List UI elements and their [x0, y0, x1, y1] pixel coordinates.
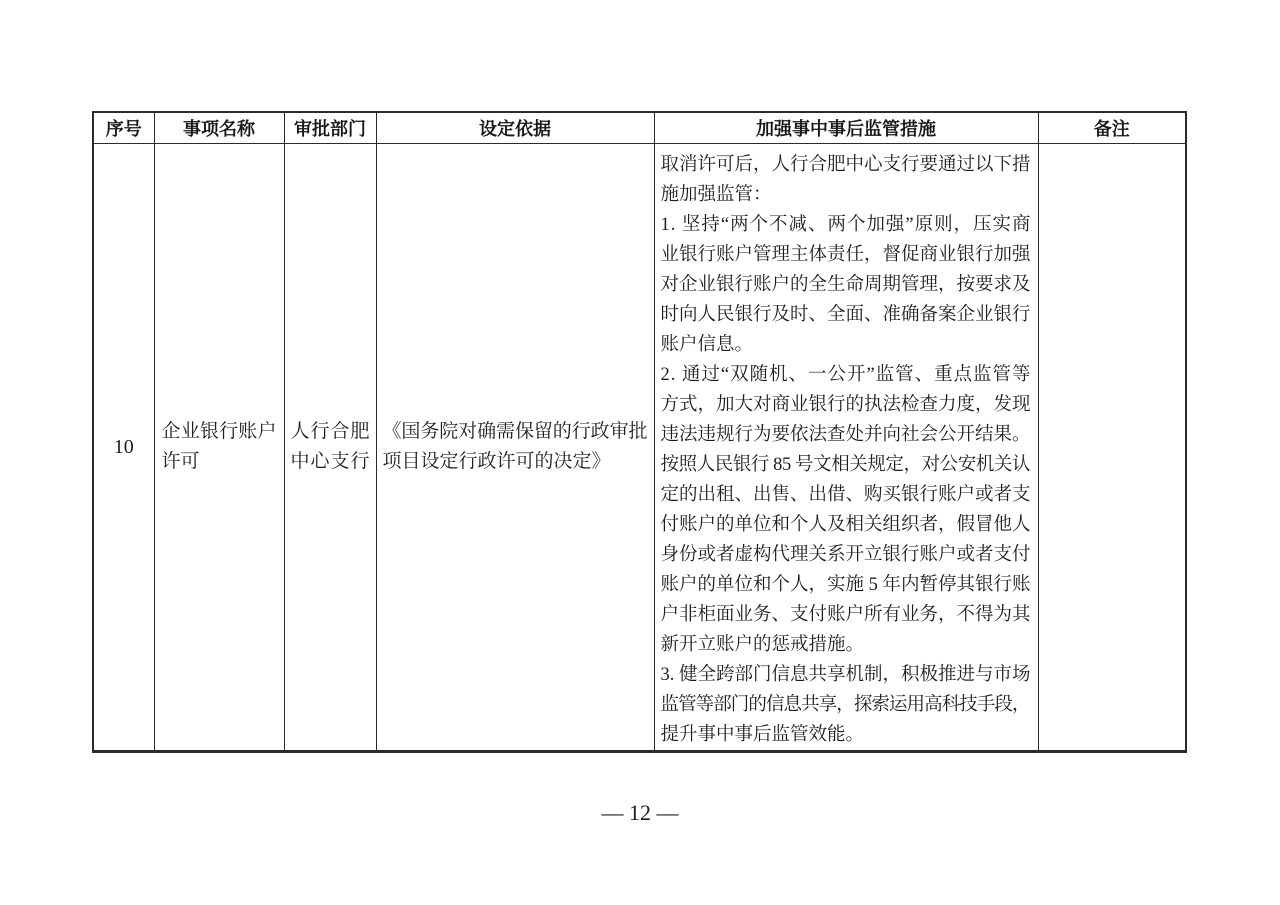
regulation-table [92, 111, 1187, 753]
header-item-name: 事项名称 [154, 112, 284, 144]
header-row [93, 112, 1186, 144]
supervision-measures-text: 取消许可后，人行合肥中心支行要通过以下措 施加强监管： 1. 坚持“两个不减、两个加强”原则，压实商 业银行账户管理主体责任，督促商业银行加强 对企业银行账户的全生命周期管理，按要求及 时向人民银行及时、全面、准确备案企业银行 账户信息。 2. 通过“双随机、一公开”监管、重点监管等 方式，加大对商业银行的执法检查力度，发现 违法违规行为要依法查处并向社会公开结果。 按照人民银行 85 号文相关规定，对公安机关认 定的出租、出售、出借、购买银行账户或者支 付账户的单位和个人及相关组织者，假冒他人 身份或者虚构代理关系开立银行账户或者支付 账户的单位和个人，实施 5 年内暂停其银行账 户非柜面业务、支付账户所有业务，不得为其 新开立账户的惩戒措施。 3. 健全跨部门信息共享机制，积极推进与市场 监管等部门的信息共享，探索运用高科技手段， 提升事中事后监管效能。 [660, 155, 1032, 745]
supervision-measures-cell [654, 144, 1038, 752]
item-name-text: 企业银行账户 许可 [161, 421, 277, 472]
header-approval-department: 审批部门 [284, 112, 376, 144]
header-setting-basis: 设定依据 [376, 112, 654, 144]
serial-cell: 10 [93, 144, 154, 752]
header-supervision-measures: 加强事中事后监管措施 [654, 112, 1038, 144]
remarks-cell [1038, 144, 1186, 752]
item-name-cell [154, 144, 284, 752]
approval-department-text: 人行合肥 中心支行 [290, 421, 371, 472]
approval-department-cell [284, 144, 376, 752]
setting-basis-cell [376, 144, 654, 752]
header-serial: 序号 [93, 112, 154, 144]
setting-basis-text: 《国务院对确需保留的行政审批 项目设定行政许可的决定》 [382, 421, 648, 472]
table-row [93, 144, 1186, 752]
header-remarks: 备注 [1038, 112, 1186, 144]
page-number: — 12 — [601, 800, 679, 825]
